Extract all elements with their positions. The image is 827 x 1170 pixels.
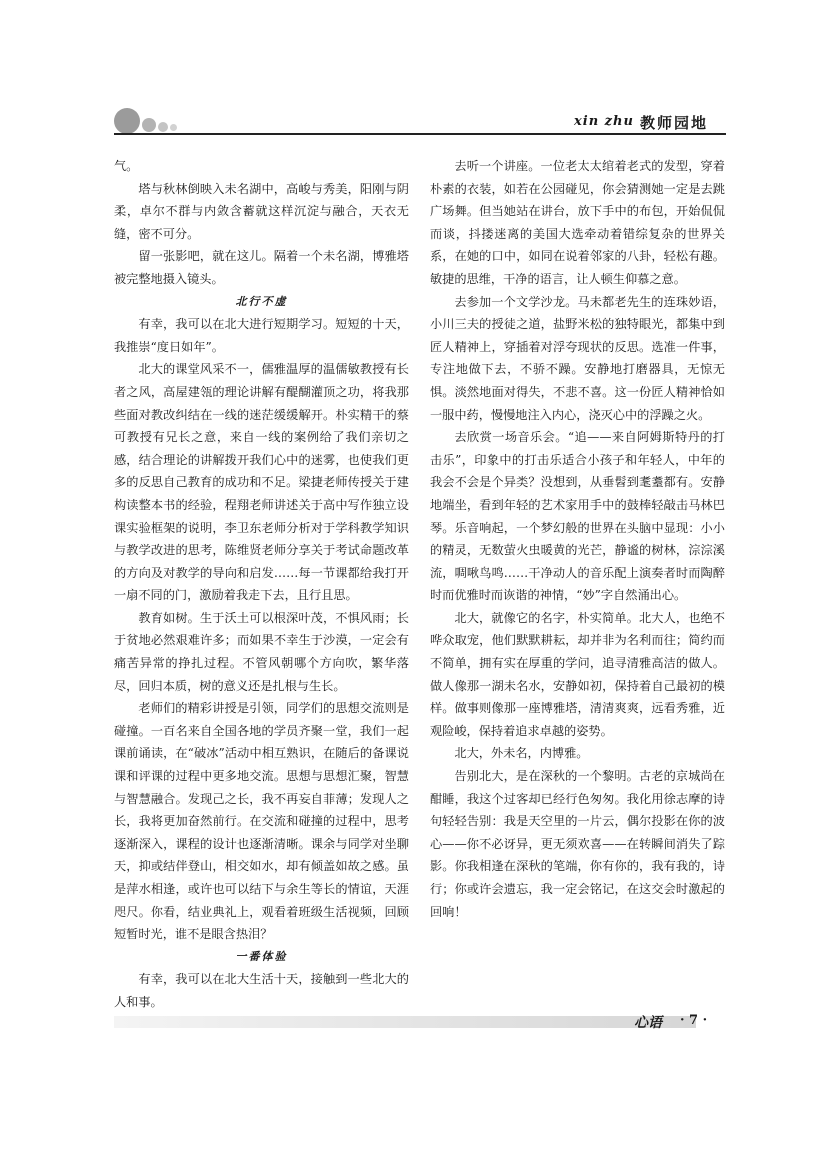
footer-bar bbox=[114, 1016, 696, 1028]
decorative-dot-icon bbox=[142, 118, 156, 132]
paragraph: 去参加一个文学沙龙。马未都老先生的连珠妙语，小川三夫的授徒之道，盐野米松的独特眼光，都集中到匠人精神上，穿插着对浮夸现状的反思。选准一件事，专注地做下去，不骄不躁。安静地打磨器具，无惊无惧。淡然地面对得失，不悲不喜。这一份匠人精神恰如一服中药，慢慢地注入内心，浇灭心中的浮躁之火。 bbox=[430, 294, 725, 422]
paragraph: 去欣赏一场音乐会。“追——来自阿姆斯特丹的打击乐”，印象中的打击乐适合小孩子和年轻人，中年的我会不会是个异类？没想到，从垂髫到耄耋都有。安静地端坐，看到年轻的艺术家用手中的鼓棒轻敲击马林巴琴。乐音响起，一个梦幻般的世界在头脑中显现：小小的精灵，无数萤火虫暖黄的光芒，静谧的树林，淙淙溪流，啁啾鸟鸣……干净动人的音乐配上演奏者时而陶醉时而优雅时而诙谐的神情，“妙”字自然涌出心。 bbox=[430, 430, 725, 603]
left-column bbox=[114, 155, 409, 1014]
paragraph: 北大的课堂风采不一，儒雅温厚的温儒敏教授有长者之风，高屋建瓴的理论讲解有醍醐灌顶之功，将我那些面对教改纠结在一线的迷茫缓缓解开。朴实精干的蔡可教授有兄长之意，来自一线的案例给了我们亲切之感，结合理论的讲解拨开我们心中的迷雾，也使我们更多的反思自己教育的成功和不足。梁捷老师传授关于建构读整本书的经验，程翔老师讲述关于高中写作独立设课实验框架的说明，李卫东老师分析对于学科教学知识与教学改进的思考，陈维贤老师分享关于考试命题改革的方向及对教学的导向和启发……每一节课都给我打开一扇不同的门，激励着我走下去，且行且思。 bbox=[114, 362, 409, 603]
paragraph: 告别北大，是在深秋的一个黎明。古老的京城尚在酣睡，我这个过客却已经行色匆匆。我化用徐志摩的诗句轻轻告别：我是天空里的一片云，偶尔投影在你的波心——你不必讶异，更无须欢喜——在转瞬间消失了踪影。你我相逢在深秋的笔端，你有你的，我有我的，诗行；你或许会遗忘，我一定会铭记，在这交会时激起的回响！ bbox=[430, 769, 725, 919]
paragraph: 教育如树。生于沃土可以根深叶茂，不惧风雨；长于贫地必然艰难许多；而如果不幸生于沙漠，一定会有痛苦异常的挣扎过程。不管风朝哪个方向吹，繁华落尽，回归本质，树的意义还是扎根与生长。 bbox=[114, 610, 409, 693]
paragraph: 塔与秋林倒映入未名湖中，高峻与秀美，阳刚与阴柔，卓尔不群与内敛含蓄就这样沉淀与融合，天衣无缝，密不可分。 bbox=[114, 181, 409, 241]
decorative-dot-icon bbox=[170, 124, 177, 131]
page-number: · 7 · bbox=[680, 1013, 708, 1028]
header-rule bbox=[114, 133, 726, 135]
paragraph: 气。 bbox=[114, 159, 139, 173]
decorative-dot-icon bbox=[114, 108, 140, 134]
paragraph: 老师们的精彩讲授是引领，同学们的思想交流则是碰撞。一百名来自全国各地的学员齐聚一堂，我们一起课前诵读，在“破冰”活动中相互熟识，在随后的备课说课和评课的过程中更多地交流。思想与思想汇聚，智慧与智慧融合。发现己之长，我不再妄自菲薄；发现人之长，我将更加奋然前行。在交流和碰撞的过程中，思考逐渐深入，课程的设计也逐渐清晰。课余与同学对坐聊天，抑或结伴登山，相交如水，却有倾盖如故之感。虽是萍水相逢，或许也可以结下与余生等长的情谊，天涯咫尺。你看，结业典礼上，观看着班级生活视频，回顾短暂时光，谁不是眼含热泪？ bbox=[114, 701, 409, 942]
section-subheading: 北行不虚 bbox=[235, 294, 288, 308]
footer-title: 心语 bbox=[634, 1015, 662, 1031]
paragraph: 有幸，我可以在北大生活十天，接触到一些北大的人和事。 bbox=[114, 972, 409, 1009]
paragraph: 留一张影吧，就在这儿。隔着一个未名湖，博雅塔被完整地摄入镜头。 bbox=[114, 249, 409, 286]
header-column-name: 教师园地 bbox=[640, 114, 709, 132]
decorative-dot-icon bbox=[158, 122, 168, 132]
header-pinyin: xin zhu bbox=[574, 114, 634, 129]
paragraph: 北大，就像它的名字，朴实简单。北大人，也绝不哗众取宠，他们默默耕耘，却并非为名利而往；简约而不简单，拥有实在厚重的学问，追寻清雅高洁的做人。做人像那一湖未名水，安静如初，保持着自己最初的模样。做事则像那一座博雅塔，清清爽爽，远看秀雅，近观险峻，保持着追求卓越的姿势。 bbox=[430, 610, 725, 738]
paragraph: 有幸，我可以在北大进行短期学习。短短的十天，我推崇“度日如年”。 bbox=[114, 317, 409, 354]
paragraph: 北大，外未名，内博雅。 bbox=[454, 746, 589, 761]
section-subheading: 一番体验 bbox=[235, 949, 288, 963]
right-column bbox=[430, 155, 725, 923]
paragraph: 去听一个讲座。一位老太太绾着老式的发型，穿着朴素的衣装，如若在公园碰见，你会猜测她一定是去跳广场舞。但当她站在讲台，放下手中的布包，开始侃侃而谈，抖搂迷离的美国大选牵动着错综复杂的世界关系，在她的口中，如同在说着邻家的八卦，轻松有趣。敏捷的思维，干净的语言，让人顿生仰慕之意。 bbox=[430, 159, 725, 286]
